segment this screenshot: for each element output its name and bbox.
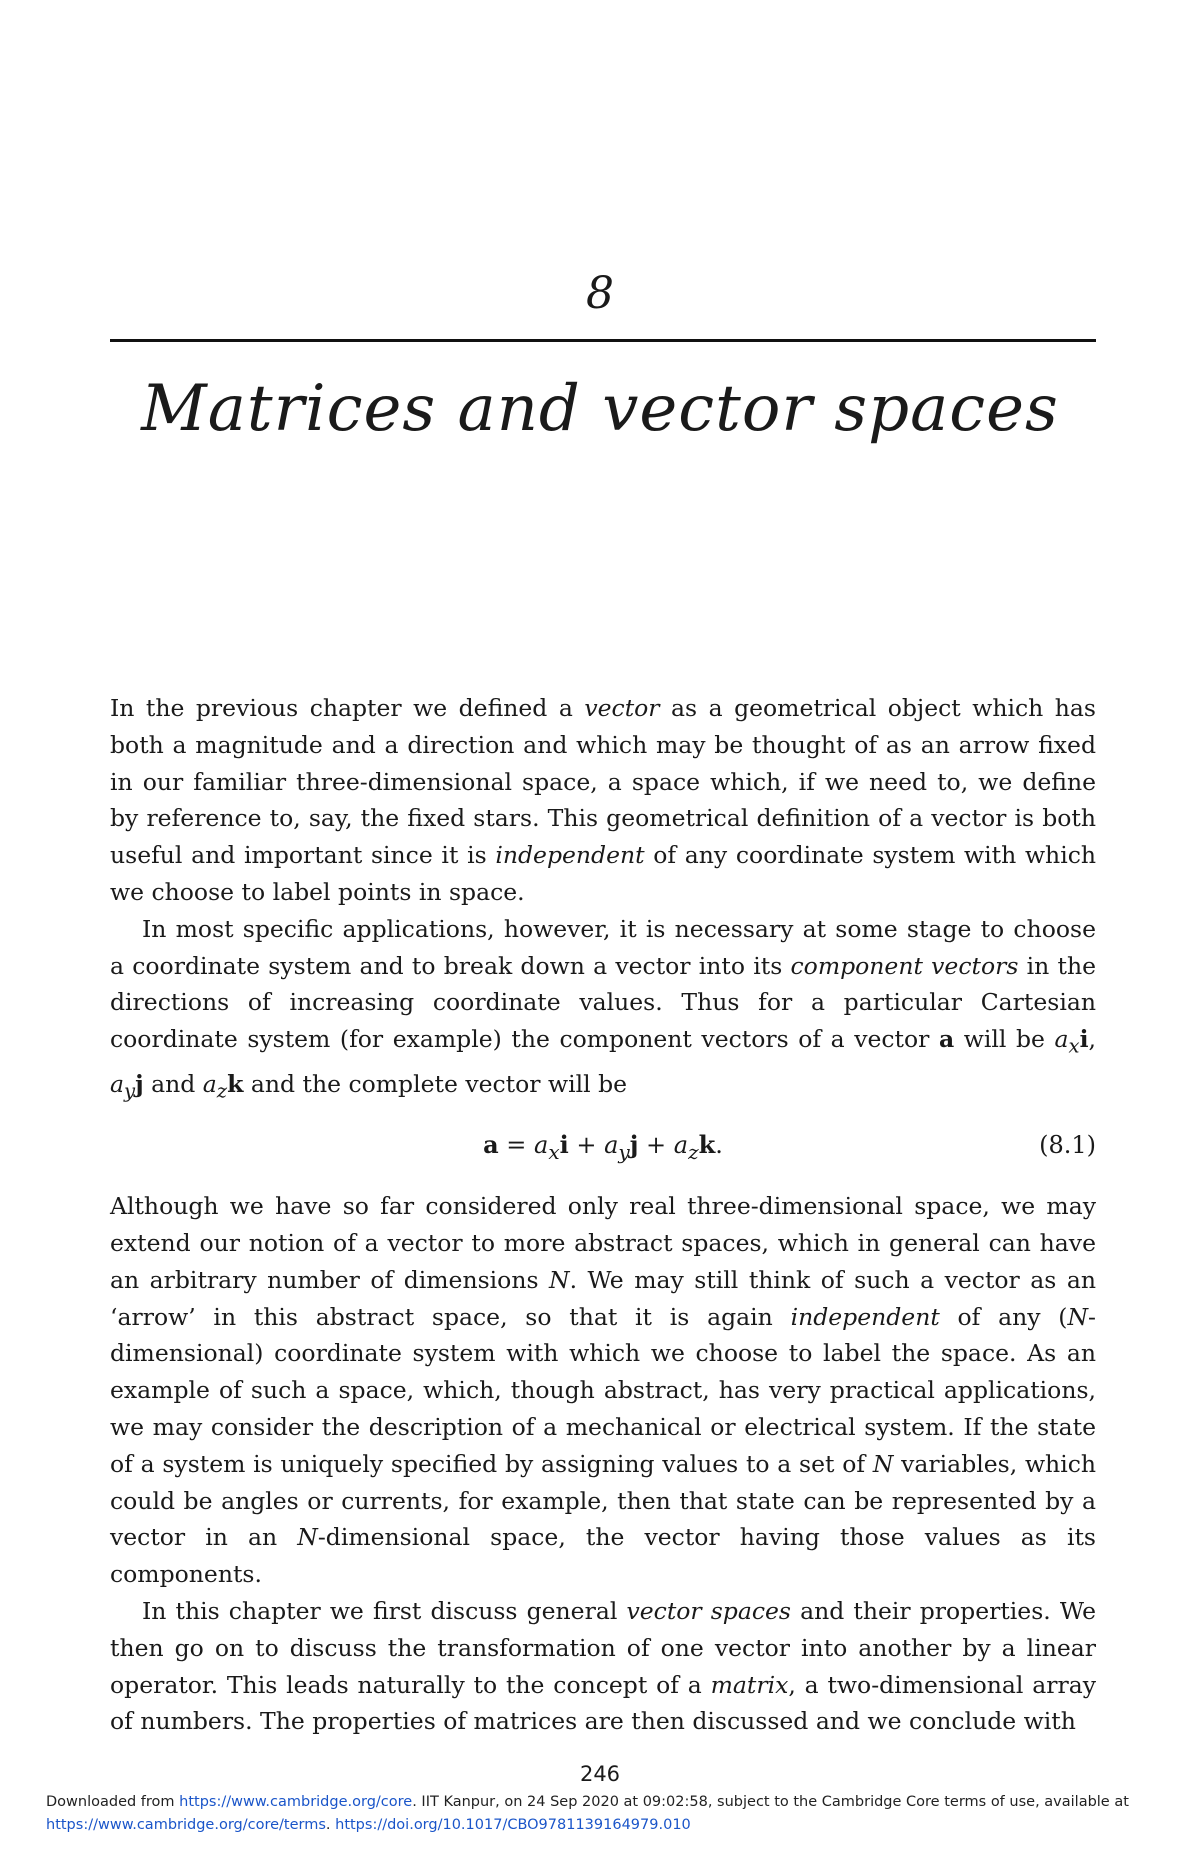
emphasis-independent: independent	[790, 1302, 940, 1331]
text-run: In the previous chapter we defined a	[110, 694, 585, 722]
symbol-N: N	[1067, 1302, 1089, 1331]
eq-sub-x: x	[548, 1139, 560, 1164]
eq-unit-k: k	[698, 1130, 716, 1160]
eq-equals: =	[498, 1131, 534, 1160]
unit-vector-i: i	[1079, 1025, 1089, 1054]
equation-body	[110, 1127, 1096, 1171]
equation-number: (8.1)	[1039, 1131, 1096, 1160]
unit-vector-k: k	[227, 1069, 244, 1098]
emphasis-component-vectors: component vectors	[790, 951, 1019, 980]
footer-text: .	[325, 1817, 336, 1833]
text-run: Although we have so far considered only real three-dimensional space, we may extend our notion of a vector to more abstract spaces, which in general can have an arbitrary number of dimensions	[110, 1192, 1096, 1294]
text-run: , a two-dimensional array of numbers. The properties of matrices are then discussed and we conclude with	[110, 1670, 1096, 1736]
doi-link[interactable]: https://doi.org/10.1017/CBO9781139164979.010	[335, 1817, 691, 1833]
symbol-N: N	[872, 1449, 894, 1478]
text-run: -dimensional) coordinate system with which we choose to label the space. As an example of such a space, which, though abstract, has very practical applications, we may consider the description of a mechanical or electrical system. If the state of a system is uniquely specified by assigning values to a set of	[110, 1302, 1096, 1478]
cambridge-core-link[interactable]: https://www.cambridge.org/core	[179, 1794, 413, 1810]
paragraph-4	[110, 1593, 1096, 1740]
text-run: -dimensional space, the vector having those values as its components.	[110, 1523, 1096, 1589]
footer-text: Downloaded from	[46, 1794, 180, 1810]
eq-unit-i: i	[559, 1130, 569, 1160]
symbol-N: N	[297, 1523, 318, 1552]
text-run: ,	[1088, 1025, 1096, 1054]
eq-unit-j: j	[629, 1130, 639, 1160]
text-run: In this chapter we first discuss general	[142, 1596, 627, 1625]
terms-link[interactable]: https://www.cambridge.org/core/terms	[46, 1817, 326, 1833]
text-run: In most specific applications, however, it is necessary at some stage to choose a coordinate system and to break down a vector into its	[110, 914, 1096, 980]
text-run: and the complete vector will be	[243, 1069, 628, 1098]
text-run: in the directions of increasing coordinate values. Thus for a particular Cartesian coordinate system (for example) the component vectors of a vector	[110, 951, 1097, 1054]
emphasis-vector: vector	[584, 694, 660, 722]
text-run: and their properties. We then go on to discuss the transformation of one vector into another by a linear operator. This leads naturally to the concept of a	[110, 1596, 1096, 1699]
subscript-x: x	[1068, 1034, 1080, 1058]
eq-sub-y: y	[618, 1139, 630, 1164]
text-run: and	[143, 1069, 203, 1098]
eq-plus: +	[638, 1131, 674, 1160]
chapter-title: Matrices and vector spaces	[141, 372, 1059, 446]
component-a: a	[1054, 1025, 1069, 1054]
text-run: variables, which could be angles or currents, for example, then that state can be represented by a vector in an	[110, 1449, 1097, 1552]
component-a: a	[202, 1069, 217, 1098]
text-run: of any coordinate system with which we choose to label points in space.	[110, 841, 1097, 906]
subscript-z: z	[216, 1079, 228, 1103]
eq-component: a	[673, 1131, 689, 1160]
page-number: 246	[579, 1762, 621, 1786]
eq-component: a	[534, 1131, 549, 1160]
subscript-y: y	[124, 1079, 136, 1103]
text-run: . We may still think of such a vector as an ‘arrow’ in this abstract space, so that it is again	[110, 1265, 1097, 1331]
eq-plus: +	[568, 1131, 605, 1160]
emphasis-matrix: matrix	[710, 1670, 789, 1699]
symbol-N: N	[549, 1265, 570, 1294]
equation-8-1	[110, 1115, 1096, 1179]
eq-period: .	[715, 1131, 723, 1160]
unit-vector-j: j	[135, 1069, 144, 1098]
eq-sub-z: z	[688, 1139, 699, 1164]
footer-text: . IIT Kanpur, on 24 Sep 2020 at 09:02:58, subject to the Cambridge Core terms of use, available at	[412, 1794, 1129, 1810]
vector-a: a	[938, 1025, 955, 1054]
paragraph-1	[110, 690, 1096, 911]
paragraph-2	[110, 911, 1096, 1110]
eq-vector-a: a	[483, 1130, 499, 1160]
download-footer	[46, 1791, 1156, 1837]
text-run: of any (	[939, 1302, 1068, 1331]
eq-component: a	[604, 1131, 619, 1160]
body-text	[110, 690, 1096, 1740]
paragraph-3	[110, 1188, 1096, 1593]
chapter-number: 8	[586, 268, 614, 319]
component-a: a	[110, 1069, 125, 1098]
emphasis-vector-spaces: vector spaces	[626, 1596, 791, 1625]
chapter-rule	[110, 339, 1096, 342]
text-run: will be	[954, 1025, 1055, 1054]
emphasis-independent: independent	[495, 841, 645, 870]
text-run: as a geometrical object which has both a magnitude and a direction and which may be thought of as an arrow fixed in our familiar three-dimensional space, a space which, if we need to, we define by reference to, say, the fixed stars. This geometrical definition of a vector is both useful and important since it is	[110, 694, 1096, 870]
